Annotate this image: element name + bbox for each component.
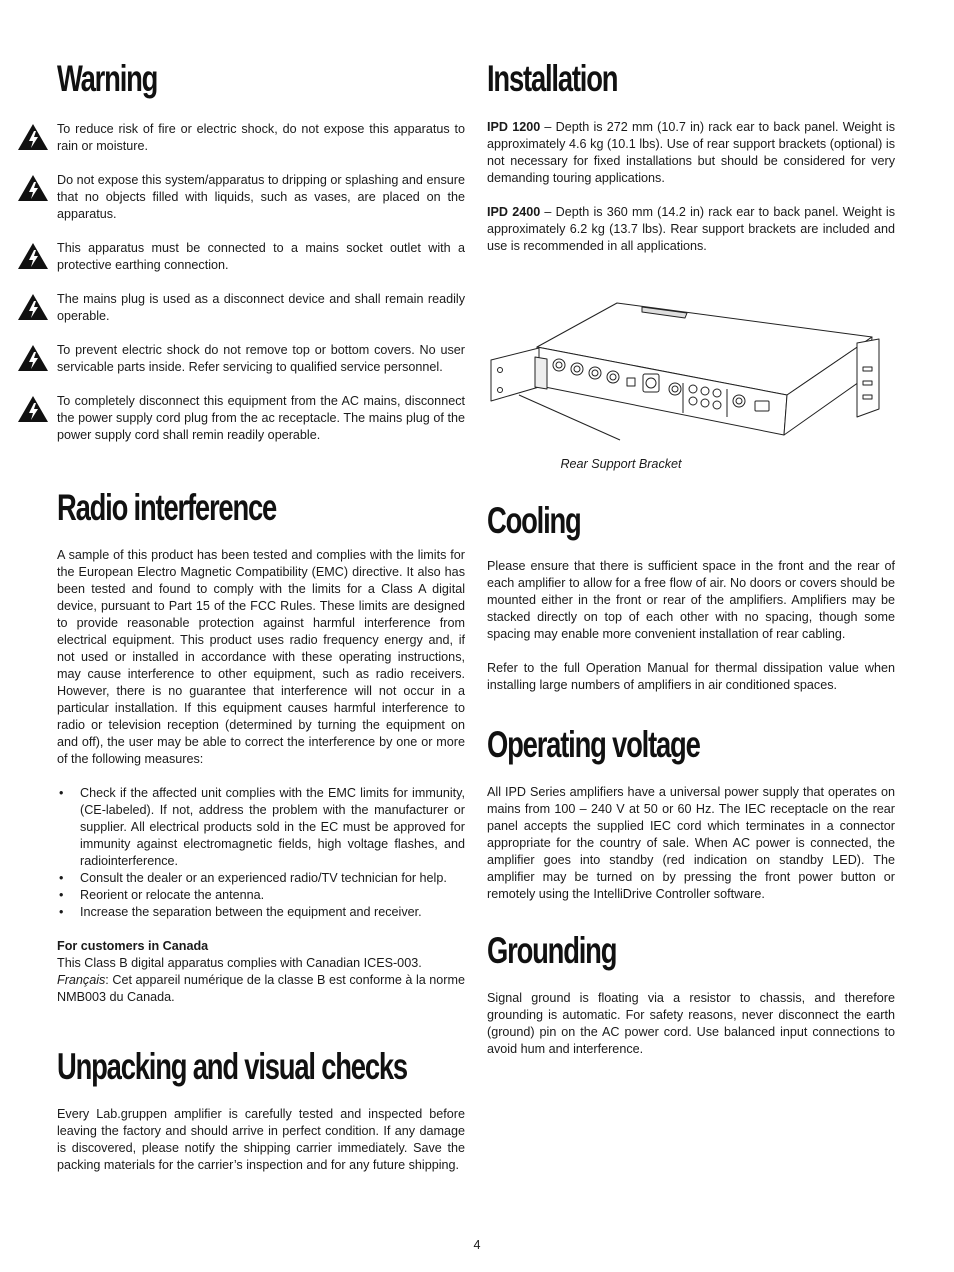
left-column (57, 56, 465, 1174)
radio-interference-heading: Radio interference (57, 487, 277, 528)
ipd1200-body: – Depth is 272 mm (10.7 in) rack ear to back panel. Weight is approximately 4.6 kg (10.1 lbs). Use of rear support brackets (optional) is not necessary for fixed installations but should be considered for very demanding touring applications. (487, 120, 895, 185)
warning-item (57, 342, 465, 376)
list-item: • Consult the dealer or an experienced radio/TV technician for help. (57, 870, 465, 887)
figure-caption: Rear Support Bracket (560, 457, 682, 471)
ipd1200-text (487, 119, 895, 187)
canada-text: This Class B digital apparatus complies with Canadian ICES-003. (57, 956, 422, 970)
warning-item (57, 291, 465, 325)
list-item: • Reorient or relocate the antenna. (57, 887, 465, 904)
ipd2400-text (487, 204, 895, 255)
radio-measures-list (57, 785, 465, 921)
francais-text (57, 972, 465, 1006)
warning-item (57, 393, 465, 444)
ipd2400-body: – Depth is 360 mm (14.2 in) rack ear to back panel. Weight is approximately 6.2 kg (13.7 lbs). Rear support brackets are included and use is recommended in all applications. (487, 205, 895, 253)
warning-text: To prevent electric shock do not remove top or bottom covers. No user servicable parts inside. Refer servicing to qualified service personnel. (57, 343, 465, 374)
electric-shock-warning-icon (17, 174, 49, 202)
unpacking-body: Every Lab.gruppen amplifier is carefully tested and inspected before leaving the factory and should arrive in perfect condition. If any damage is discovered, please notify the shipping carrier immediately. Save the packing materials for the carrier’s inspection and for any future shipping. (57, 1107, 465, 1172)
cooling-body-2: Refer to the full Operation Manual for thermal dissipation value when installing large numbers of amplifiers in air conditioned spaces. (487, 661, 895, 692)
warning-item (57, 172, 465, 223)
page-number: 4 (473, 1238, 481, 1252)
electric-shock-warning-icon (17, 242, 49, 270)
warning-item (57, 240, 465, 274)
warning-item (57, 121, 465, 155)
right-column (487, 56, 895, 1058)
operating-voltage-heading: Operating voltage (487, 724, 700, 765)
amplifier-rear-illustration (487, 277, 895, 457)
operating-voltage-body: All IPD Series amplifiers have a universal power supply that operates on mains from 100 – 240 V at 50 or 60 Hz. The IEC receptacle on the rear panel accepts the supplied IEC cord which terminates in a connector appropriate for the country of sale. When AC power is connected, the amplifier goes into standby (red indication on standby LED). The amplifier may be turned on by pressing the front power button or remotely using the IntelliDrive Controller software. (487, 785, 895, 901)
warning-list (57, 121, 465, 444)
warning-text: The mains plug is used as a disconnect device and shall remain readily operable. (57, 292, 465, 323)
list-item: • Check if the affected unit complies with the EMC limits for immunity, (CE-labeled). If not, address the problem with the manufacturer or supplier. All electrical products sold in the EC must be approved for immunity against electromagnetic fields, high voltage flashes, and radiointerference. (57, 785, 465, 870)
electric-shock-warning-icon (17, 344, 49, 372)
warning-text: To completely disconnect this equipment from the AC mains, disconnect the power supply cord plug from the ac receptacle. The mains plug of the power supply cord shall remin readily operable. (57, 394, 465, 442)
electric-shock-warning-icon (17, 123, 49, 151)
installation-heading: Installation (487, 58, 618, 99)
warning-text: To reduce risk of fire or electric shock, do not expose this apparatus to rain or moisture. (57, 122, 465, 153)
grounding-heading: Grounding (487, 930, 617, 971)
francais-label: Français (57, 973, 106, 987)
canada-heading: For customers in Canada (57, 939, 209, 953)
francais-body: : Cet appareil numérique de la classe B est conforme à la norme NMB003 du Canada. (57, 973, 465, 1004)
warning-text: Do not expose this system/apparatus to dripping or splashing and ensure that no objects filled with liquids, such as vases, are placed on the apparatus. (57, 173, 465, 221)
electric-shock-warning-icon (17, 293, 49, 321)
unpacking-heading: Unpacking and visual checks (57, 1046, 407, 1087)
radio-interference-body: A sample of this product has been tested and complies with the limits for the European Electro Magnetic Compatibility (EMC) directive. It also has been tested and found to comply with the limits for a Class A digital device, pursuant to Part 15 of the FCC Rules. These limits are designed to provide reasonable protection against harmful interference from electrical equipment. This product uses radio frequency energy and, if not used or installed in accordance with these operating instructions, may cause interference to other equipment, such as radio receivers. However, there is no guarantee that interference will not occur in a particular installation. If this equipment causes harmful interference to radio or television reception (determined by turning the equipment on and off), the user may be able to correct the interference by one or more of the following measures: (57, 548, 465, 766)
cooling-heading: Cooling (487, 500, 581, 541)
warning-heading: Warning (57, 58, 158, 99)
electric-shock-warning-icon (17, 395, 49, 423)
grounding-body: Signal ground is floating via a resistor to chassis, and therefore grounding is automatic. For safety reasons, never disconnect the earth (ground) pin on the AC power cord. Use balanced input connections to avoid hum and interference. (487, 991, 895, 1056)
ipd1200-label: IPD 1200 (487, 120, 541, 134)
ipd2400-label: IPD 2400 (487, 205, 541, 219)
list-item: • Increase the separation between the equipment and receiver. (57, 904, 465, 921)
warning-text: This apparatus must be connected to a mains socket outlet with a protective earthing connection. (57, 241, 465, 272)
cooling-body-1: Please ensure that there is sufficient space in the front and the rear of each amplifier to allow for a free flow of air. No doors or covers should be mounted either in the front or rear of the amplifiers. Amplifiers may be stacked directly on top of each other with no spacing, though some spacing may enable more convenient installation of rear cabling. (487, 559, 895, 641)
